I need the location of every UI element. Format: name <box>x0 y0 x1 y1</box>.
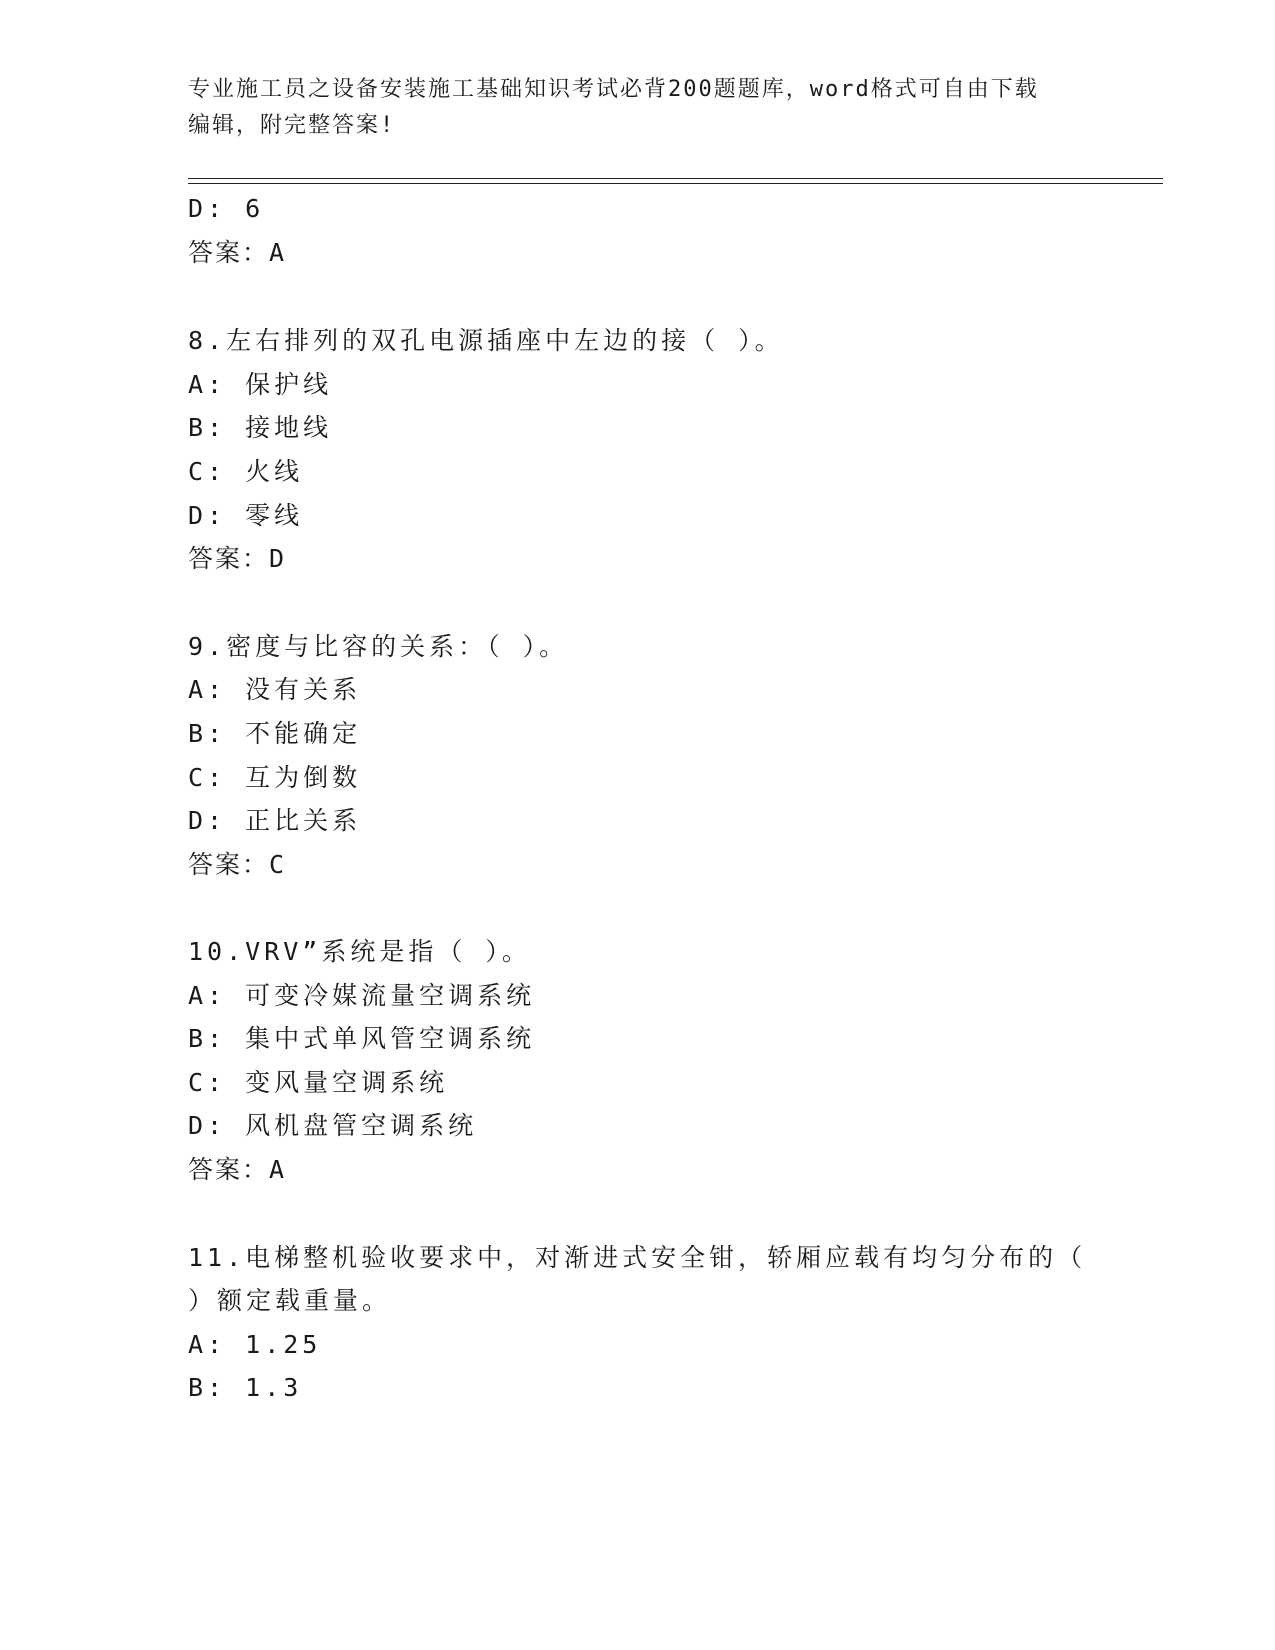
header-divider-bottom <box>188 183 1163 184</box>
option-d: D: 零线 <box>188 501 304 530</box>
option-d: D: 风机盘管空调系统 <box>188 1111 478 1140</box>
option-b: B: 接地线 <box>188 413 333 442</box>
option-a: A: 保护线 <box>188 370 333 399</box>
header-divider-top <box>188 178 1163 179</box>
option-a: A: 1.25 <box>188 1330 322 1359</box>
question-11-continuation: ）额定载重量。 <box>188 1286 392 1315</box>
answer-line: 答案：A <box>188 238 287 267</box>
option-c: C: 火线 <box>188 457 304 486</box>
option-d: D: 6 <box>188 194 265 223</box>
answer-line: 答案：C <box>188 850 287 879</box>
option-b: B: 1.3 <box>188 1373 303 1402</box>
option-d: D: 正比关系 <box>188 806 362 835</box>
option-b: B: 集中式单风管空调系统 <box>188 1024 536 1053</box>
option-a: A: 可变冷媒流量空调系统 <box>188 981 536 1010</box>
question-11: 11.电梯整机验收要求中，对渐进式安全钳，轿厢应载有均匀分布的（ <box>188 1243 1087 1272</box>
answer-line: 答案：A <box>188 1155 287 1184</box>
document-header <box>188 72 1078 144</box>
option-c: C: 变风量空调系统 <box>188 1068 449 1097</box>
question-10: 10.VRV”系统是指（ ）。 <box>188 937 531 966</box>
question-8: 8.左右排列的双孔电源插座中左边的接（ ）。 <box>188 326 784 355</box>
header-title-line-2: 编辑，附完整答案! <box>188 113 396 138</box>
option-c: C: 互为倒数 <box>188 763 362 792</box>
option-a: A: 没有关系 <box>188 675 362 704</box>
question-9: 9.密度与比容的关系：（ ）。 <box>188 632 569 661</box>
header-title-line-1: 专业施工员之设备安装施工基础知识考试必背200题题库，word格式可自由下载 <box>188 77 1039 102</box>
option-b: B: 不能确定 <box>188 719 362 748</box>
answer-line: 答案：D <box>188 544 287 573</box>
